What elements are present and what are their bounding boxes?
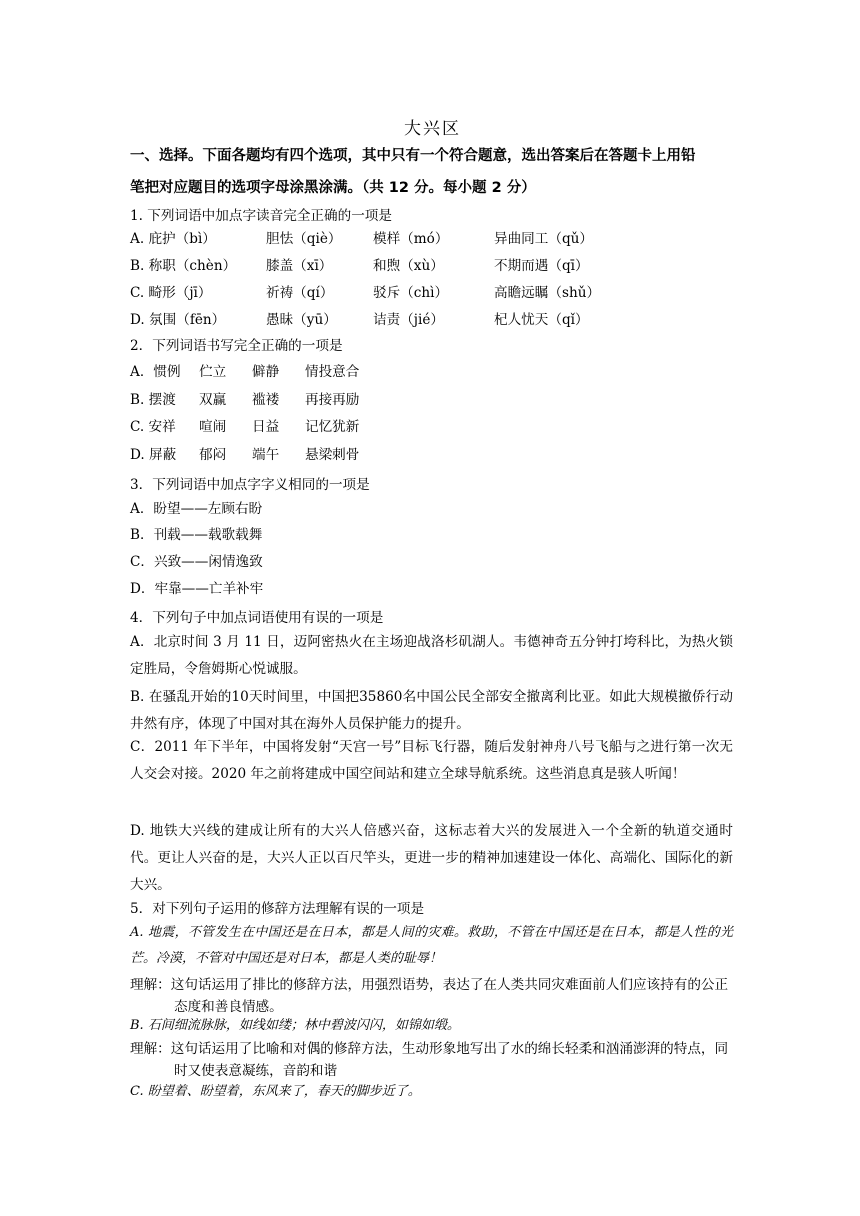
q3-option-c: C．兴致——闲情逸致: [130, 554, 263, 570]
page-title: 大兴区: [404, 119, 461, 139]
q2-d-2: 郁闷: [199, 447, 227, 463]
q2-d-4: 悬梁刺骨: [305, 447, 360, 463]
q1-a-2: 胆怯（qiè）: [266, 231, 342, 247]
q2-a-4: 情投意合: [305, 364, 360, 380]
q1-a-4: 异曲同工（qǔ）: [494, 231, 594, 247]
q2-a-2: 伫立: [199, 364, 227, 380]
q2-stem: 2．下列词语书写完全正确的一项是: [130, 338, 343, 354]
q1-a-1: A. 庇护（bì）: [130, 231, 216, 247]
q2-a-1: A．惯例: [130, 364, 181, 380]
q3-option-b: B．刊载——载歌载舞: [130, 527, 263, 543]
q1-b-4: 不期而遇（qī）: [494, 258, 589, 274]
q4-option-d: D. 地铁大兴线的建成让所有的大兴人倍感兴奋，这标志着大兴的发展进入一个全新的轨道交通时代。更让人兴奋的是，大兴人正以百尺竿头，更进一步的精神加速建设一体化、高端化、国际化的新大兴。: [130, 823, 733, 893]
q4-option-b: B. 在骚乱开始的10天时间里，中国把35860名中国公民全部安全撤离利比亚。如此大规模撤侨行动井然有序，体现了中国对其在海外人员保护能力的提升。: [130, 689, 733, 732]
q2-c-2: 喧闹: [199, 419, 227, 435]
q5-option-a: A. 地震，不管发生在中国还是在日本，都是人间的灾难。救助，不管在中国还是在日本，都是人性的光芒。冷漠，不管对中国还是对日本，都是人类的耻辱！: [130, 925, 733, 966]
q3-option-a: A．盼望——左顾右盼: [130, 501, 263, 517]
q2-b-4: 再接再励: [305, 392, 360, 408]
q1-b-1: B. 称职（chèn）: [130, 258, 237, 274]
q1-b-3: 和煦（xù）: [373, 258, 444, 274]
q5-option-c: C. 盼望着、盼望着，东风来了，春天的脚步近了。: [130, 1084, 421, 1099]
q2-b-2: 双赢: [199, 392, 227, 408]
q1-d-4: 杞人忧天（qǐ）: [494, 312, 589, 328]
q4-option-a: A．北京时间 3 月 11 日，迈阿密热火在主场迎战洛杉矶湖人。韦德神奇五分钟打垮科比，为热火锁定胜局，令詹姆斯心悦诚服。: [130, 634, 733, 677]
q3-stem: 3．下列词语中加点字字义相同的一项是: [130, 477, 370, 493]
q5-a-explanation: [130, 974, 733, 1018]
q4-option-c: C．2011 年下半年，中国将发射“天宫一号”目标飞行器，随后发射神舟八号飞船与之进行第一次无人交会对接。2020 年之前将建成中国空间站和建立全球导航系统。这些消息真是骇人听闻！: [130, 739, 733, 782]
q2-c-4: 记忆犹新: [305, 419, 360, 435]
q1-a-3: 模样（mó）: [373, 231, 449, 247]
q2-b-3: 褴褛: [252, 392, 280, 408]
q1-c-1: C. 畸形（jī）: [130, 285, 212, 301]
q2-a-3: 僻静: [252, 364, 280, 380]
q1-d-2: 愚昧（yū）: [266, 312, 337, 328]
q1-d-1: D. 氛围（fēn）: [130, 312, 226, 328]
q1-c-2: 祈祷（qí）: [266, 285, 334, 301]
q2-c-3: 日益: [252, 419, 280, 435]
q1-c-3: 驳斥（chì）: [373, 285, 449, 301]
q1-b-2: 膝盖（xī）: [266, 258, 333, 274]
q1-c-4: 高瞻远瞩（shǔ）: [494, 285, 601, 301]
q5-a-explanation-text: 理解：这句话运用了排比的修辞方法，用强烈语势，表达了在人类共同灾难面前人们应该持有的公正态度和善良情感。: [130, 977, 729, 1015]
q2-d-3: 端午: [252, 447, 280, 463]
q5-option-b: B. 石间细流脉脉，如线如缕；林中碧波闪闪，如锦如缎。: [130, 1018, 460, 1033]
q5-b-explanation-text: 理解：这句话运用了比喻和对偶的修辞方法，生动形象地写出了水的绵长轻柔和汹涌澎湃的特点，同时又使表意凝练，音韵和谐: [130, 1041, 729, 1079]
q5-stem: 5．对下列句子运用的修辞方法理解有误的一项是: [130, 901, 425, 917]
q2-c-1: C. 安祥: [130, 419, 176, 435]
q2-b-1: B. 摆渡: [130, 392, 176, 408]
q1-stem: 1. 下列词语中加点字读音完全正确的一项是: [130, 208, 392, 224]
q1-d-3: 诘责（jié）: [373, 312, 444, 328]
q5-b-explanation: [130, 1038, 733, 1082]
section-heading-line-2: 笔把对应题目的选项字母涂黑涂满。（共 12 分。每小题 2 分）: [130, 180, 536, 196]
q3-option-d: D．牢靠——亡羊补牢: [130, 581, 264, 597]
q2-d-1: D. 屏蔽: [130, 447, 177, 463]
section-heading-line-1: 一、选择。下面各题均有四个选项，其中只有一个符合题意，选出答案后在答题卡上用铅: [130, 148, 696, 164]
q4-stem: 4．下列句子中加点词语使用有误的一项是: [130, 610, 384, 626]
